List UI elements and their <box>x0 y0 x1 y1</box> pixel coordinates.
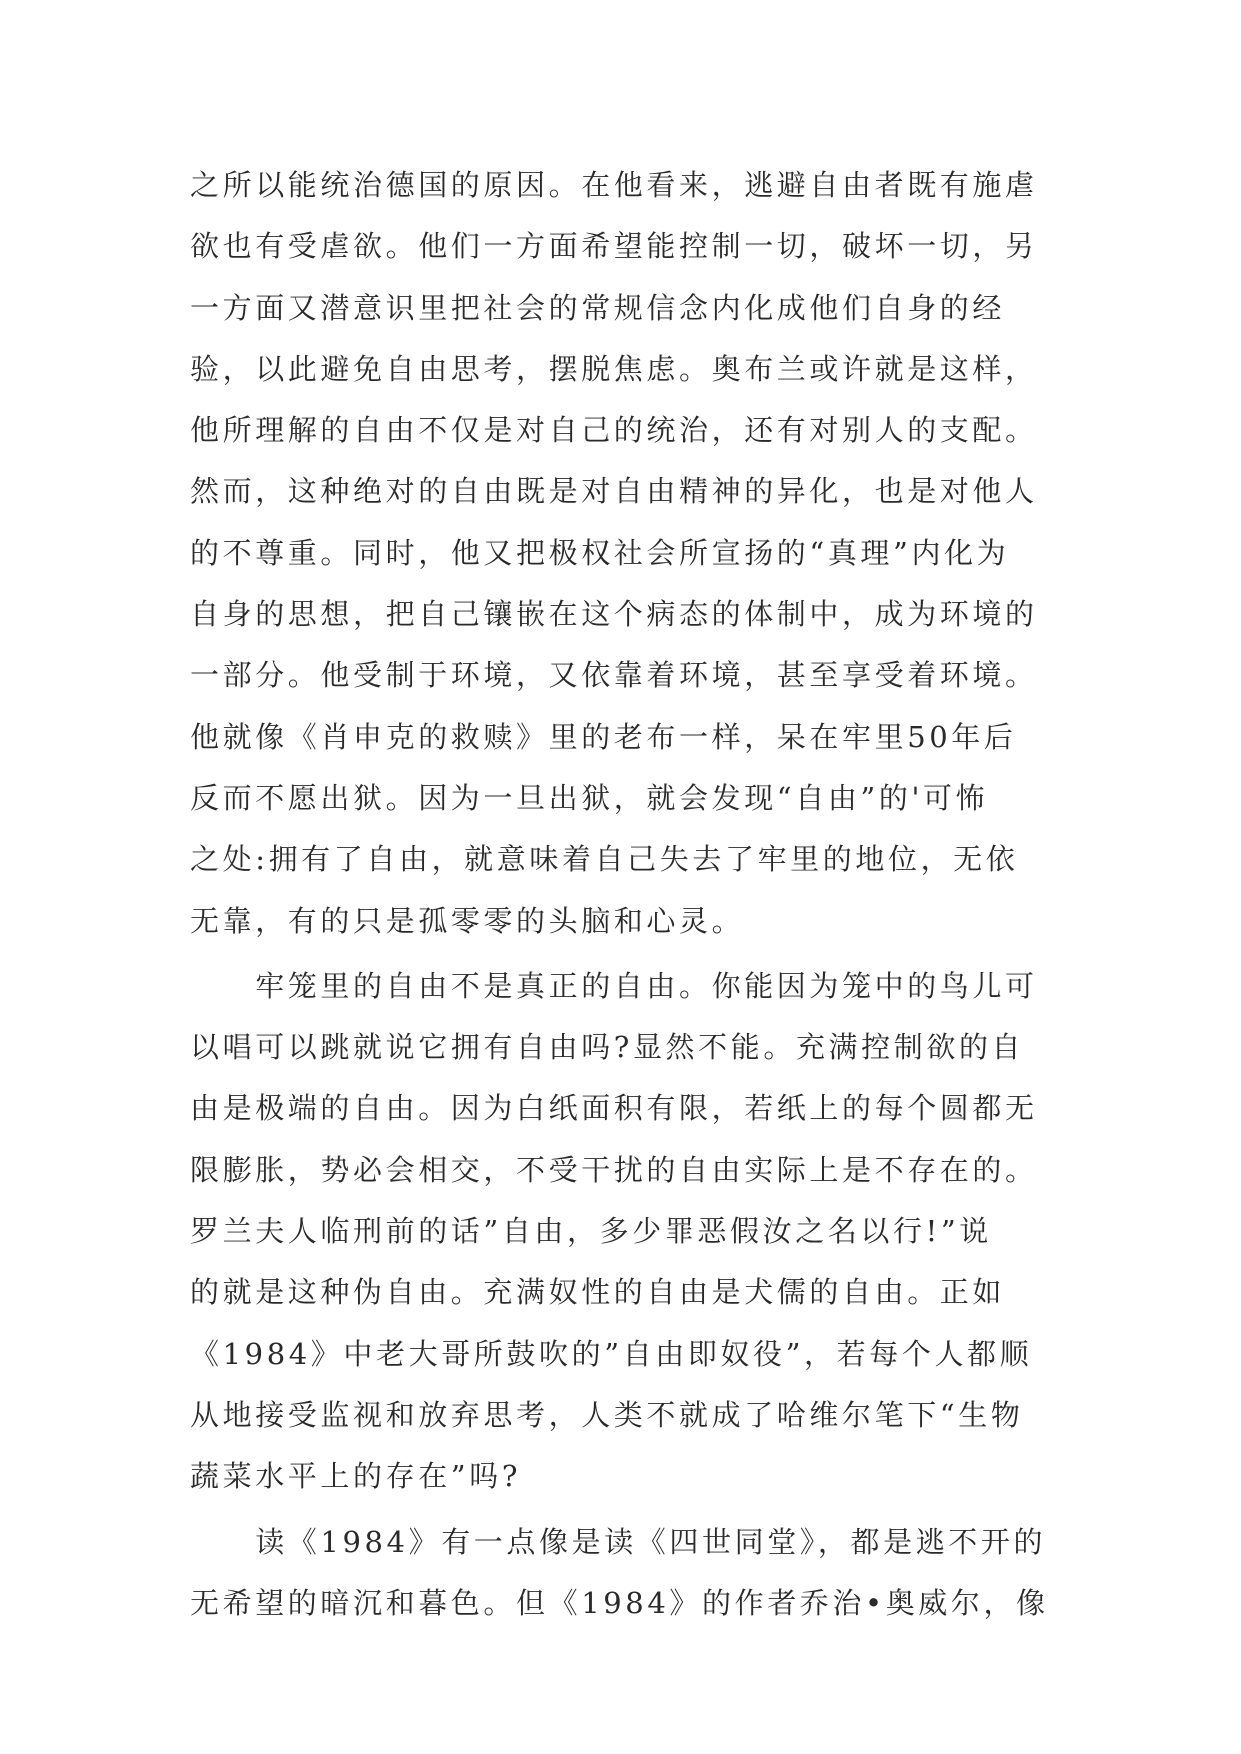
text-line: 从地接受监视和放弃思考，人类不就成了哈维尔笔下“生物 <box>190 1397 1024 1432</box>
text-line: 一方面又潜意识里把社会的常规信念内化成他们自身的经 <box>190 290 1006 325</box>
text-line: 牢笼里的自由不是真正的自由。你能因为笼中的鸟儿可 <box>190 968 1038 1003</box>
paragraph-1 <box>190 155 1050 952</box>
text-line: 读《1984》有一点像是读《四世同堂》，都是逃不开的 <box>190 1524 1047 1559</box>
text-line: 之处:拥有了自由，就意味着自己失去了牢里的地位，无依 <box>190 842 1019 877</box>
text-line: 《1984》中老大哥所鼓吹的”自由即奴役”，若每个人都顺 <box>190 1336 1033 1371</box>
text-line: 的不尊重。同时，他又把极权社会所宣扬的“真理”内化为 <box>190 535 1010 570</box>
text-line: 由是极端的自由。因为白纸面积有限，若纸上的每个圆都无 <box>190 1091 1038 1126</box>
text-line: 验，以此避免自由思考，摆脱焦虑。奥布兰或许就是这样， <box>190 351 1038 386</box>
text-line: 他就像《肖申克的救赎》里的老布一样，呆在牢里50年后 <box>190 719 1017 754</box>
document-body <box>190 155 1050 1634</box>
text-line: 的就是这种伪自由。充满奴性的自由是犬儒的自由。正如 <box>190 1275 1006 1310</box>
text-line: 罗兰夫人临刑前的话”自由，多少罪恶假汝之名以行!”说 <box>190 1214 992 1249</box>
text-line: 反而不愿出狱。因为一旦出狱，就会发现“自由”的'可怖 <box>190 780 989 815</box>
paragraph-2 <box>190 956 1050 1508</box>
text-line: 欲也有受虐欲。他们一方面希望能控制一切，破坏一切，另 <box>190 229 1038 264</box>
text-line: 自身的思想，把自己镶嵌在这个病态的体制中，成为环境的 <box>190 597 1038 632</box>
text-line: 蔬菜水平上的存在”吗? <box>190 1459 521 1494</box>
text-line: 然而，这种绝对的自由既是对自由精神的异化，也是对他人 <box>190 474 1038 509</box>
text-line: 一部分。他受制于环境，又依靠着环境，甚至享受着环境。 <box>190 658 1038 693</box>
paragraph-3 <box>190 1512 1050 1635</box>
text-line: 限膨胀，势必会相交，不受干扰的自由实际上是不存在的。 <box>190 1152 1038 1187</box>
text-line: 之所以能统治德国的原因。在他看来，逃避自由者既有施虐 <box>190 168 1038 202</box>
text-line: 无希望的暗沉和暮色。但《1984》的作者乔治•奥威尔，像 <box>190 1585 1049 1620</box>
text-line: 他所理解的自由不仅是对自己的统治，还有对别人的支配。 <box>190 413 1038 448</box>
text-line: 无靠，有的只是孤零零的头脑和心灵。 <box>190 903 745 938</box>
text-line: 以唱可以跳就说它拥有自由吗?显然不能。充满控制欲的自 <box>190 1030 1025 1065</box>
